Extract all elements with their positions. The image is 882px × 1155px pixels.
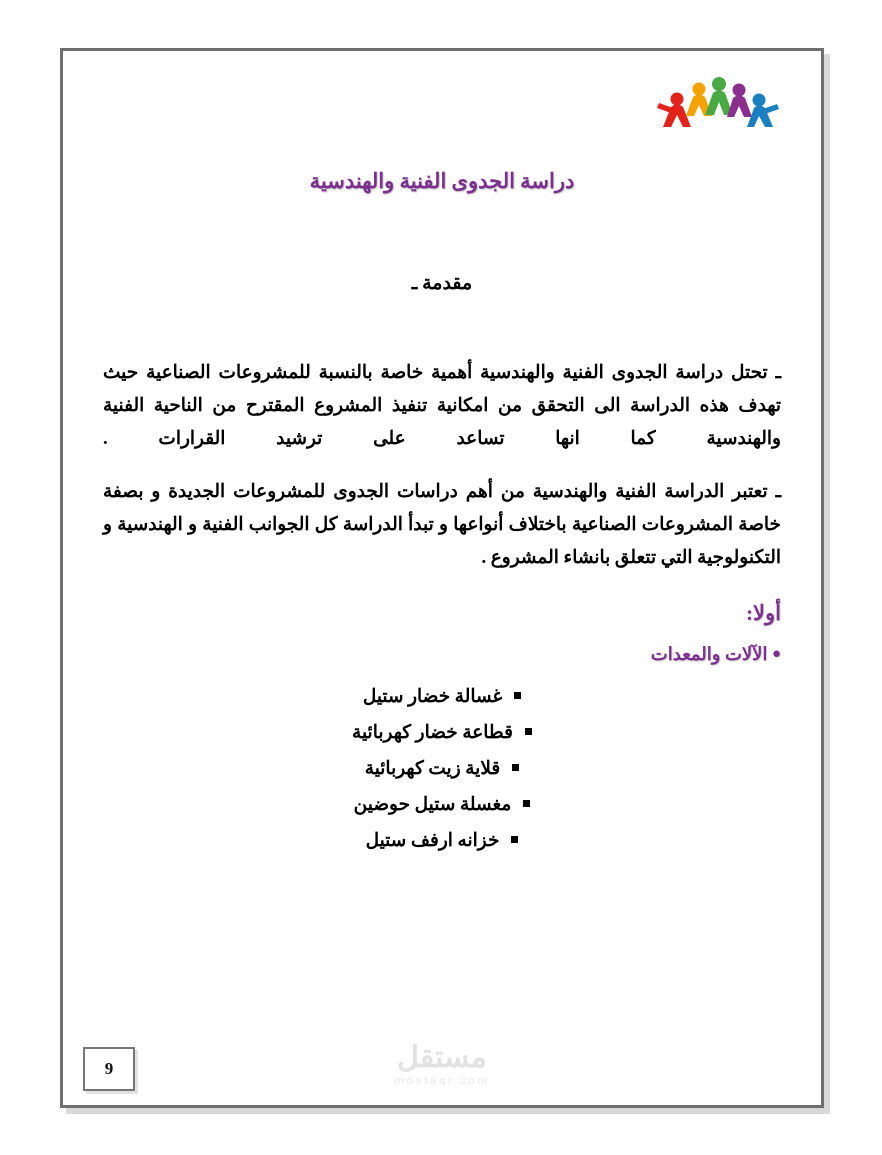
equipment-label: قلاية زيت كهربائية (364, 758, 501, 779)
square-bullet-icon (514, 692, 521, 699)
equipment-label: خزانه ارفف ستيل (365, 830, 500, 851)
page-content (63, 51, 821, 1105)
list-item (103, 751, 781, 787)
watermark-arabic: مستقل (397, 1041, 487, 1074)
bullet-dot-icon: ● (771, 645, 781, 662)
equipment-label: قطاعة خضار كهربائية (352, 722, 513, 743)
list-item (103, 787, 781, 823)
paragraph-2: ـ تعتبر الدراسة الفنية والهندسية من أهم دراسات الجدوى للمشروعات الجديدة و بصفة خاصة المشروعات الصناعية باختلاف أنواعها و تبدأ الدراسة كل الجوانب الفنية و الهندسية و التكنولوجية التي تتعلق بانشاء المشروع . (103, 481, 781, 568)
square-bullet-icon (523, 800, 530, 807)
document-page (60, 48, 824, 1108)
body-paragraphs (103, 357, 781, 575)
equipment-label: مغسلة ستيل حوضين (353, 794, 512, 815)
subsection-heading (103, 644, 781, 665)
list-item (103, 823, 781, 859)
list-item (103, 679, 781, 715)
watermark (63, 1043, 821, 1087)
square-bullet-icon (511, 836, 518, 843)
subsection-label: الآلات والمعدات (650, 643, 768, 664)
section-label-first: أولا: (746, 600, 781, 625)
equipment-list (103, 679, 781, 859)
page-number: 9 (83, 1047, 135, 1091)
list-item (103, 715, 781, 751)
paragraph-1: ـ تحتل دراسة الجدوى الفنية والهندسية أهمية خاصة بالنسبة للمشروعات الصناعية حيث تهدف هذه الدراسة الى التحقق من امكانية تنفيذ المشروع المقترح من الناحية الفنية والهندسية كما انها تساعد على ترشيد القرارات . (103, 363, 781, 449)
watermark-latin: mostaql.com (394, 1075, 490, 1087)
organization-logo-icon (651, 69, 781, 131)
intro-heading: مقدمة ـ (411, 273, 473, 294)
square-bullet-icon (512, 764, 519, 771)
page-title: دراسة الجدوى الفنية والهندسية (309, 169, 575, 193)
equipment-label: غسالة خضار ستيل (362, 686, 503, 707)
square-bullet-icon (525, 728, 532, 735)
